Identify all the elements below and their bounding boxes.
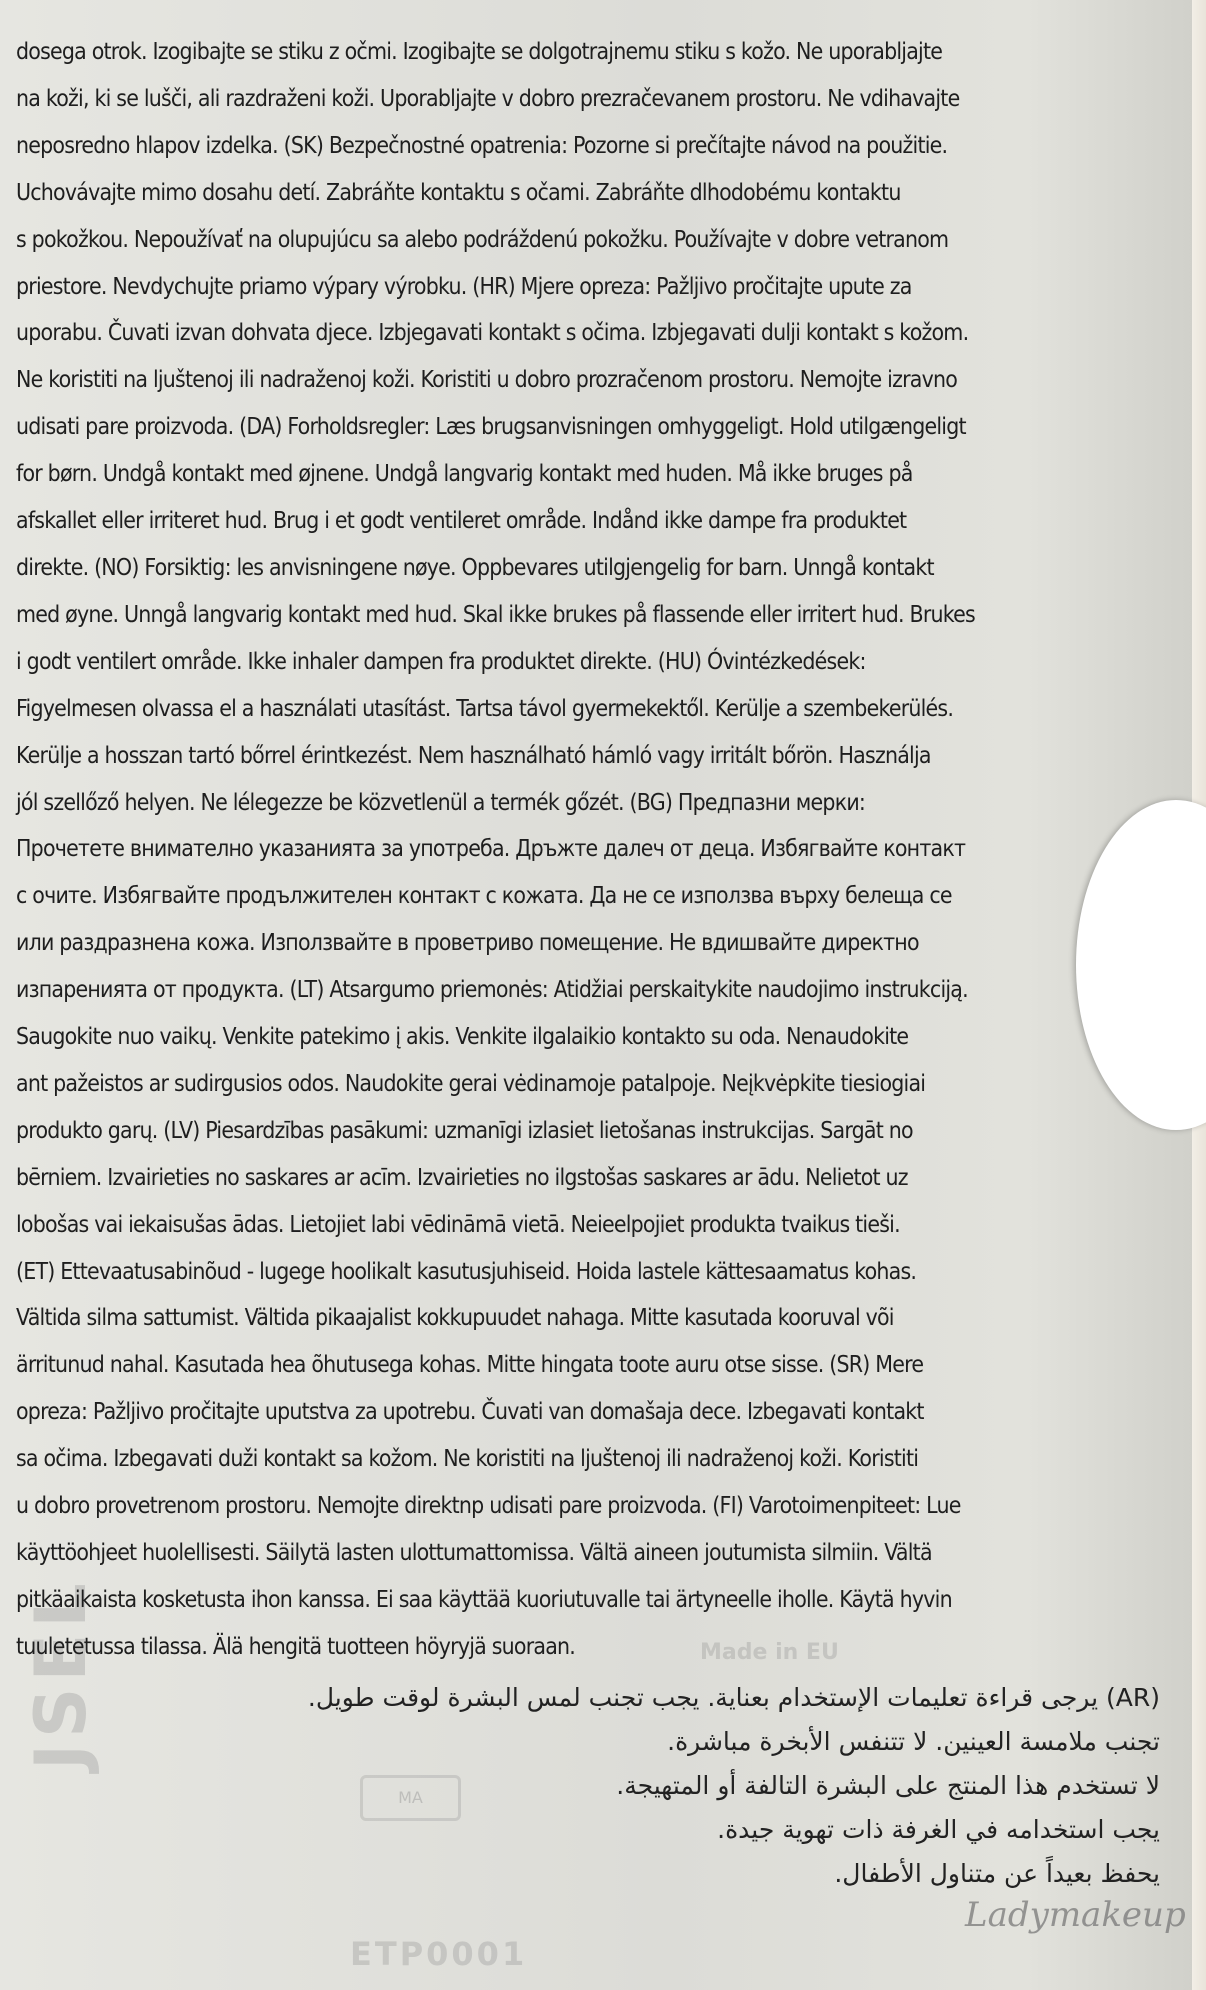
text-line: sa očima. Izbegavati duži kontakt sa kožom. Ne koristiti na ljuštenoj ili nadraženoj koži. Koristiti	[16, 1444, 919, 1473]
text-line: direkte. (NO) Forsiktig: les anvisningene nøye. Oppbevares utilgjengelig for barn. Unngå kontakt	[16, 552, 934, 581]
text-line: neposredno hlapov izdelka. (SK) Bezpečnostné opatrenia: Pozorne si prečítajte návod na použitie.	[16, 130, 948, 159]
ghost-lot-text: JSEL	[20, 1577, 102, 1770]
text-line: Ne koristiti na ljuštenoj ili nadraženoj koži. Koristiti u dobro prozračenom prostoru. Nemojte izravno	[16, 365, 958, 394]
text-line: s pokožkou. Nepoužívať na olupujúcu sa alebo podráždenú pokožku. Používajte v dobre vetranom	[16, 224, 949, 253]
text-line: udisati pare proizvoda. (DA) Forholdsregler: Læs brugsanvisningen omhyggeligt. Hold utilgængeligt	[16, 412, 966, 441]
arabic-line: (AR) يرجى قراءة تعليمات الإستخدام بعناية. يجب تجنب لمس البشرة لوقت طويل.	[307, 1683, 1160, 1712]
text-line: med øyne. Unngå langvarig kontakt med hud. Skal ikke brukes på flassende eller irritert hud. Brukes	[16, 599, 975, 628]
text-line: na koži, ki se lušči, ali razdraženi koži. Uporabljajte v dobro prezračevanem prostoru. Ne vdihavajte	[16, 83, 960, 112]
text-line: for børn. Undgå kontakt med øjnene. Undgå langvarig kontakt med huden. Må ikke bruges på	[16, 459, 913, 488]
text-line: u dobro provetrenom prostoru. Nemojte direktnp udisati pare proizvoda. (FI) Varotoimenpiteet: Lue	[16, 1491, 961, 1520]
hang-hole-notch	[1076, 800, 1206, 1130]
text-line: pitkäaikaista kosketusta ihon kanssa. Ei saa käyttää kuoriutuvalle tai ärtyneelle iholle. Käytä hyvin	[16, 1584, 952, 1613]
text-line: Vältida silma sattumist. Vältida pikaajalist kokkupuudet nahaga. Mitte kasutada kooruval või	[16, 1303, 894, 1332]
text-line: opreza: Pažljivo pročitajte uputstva za upotrebu. Čuvati van domašaja dece. Izbegavati kontakt	[16, 1397, 924, 1426]
text-line: afskallet eller irriteret hud. Brug i et godt ventileret område. Indånd ikke dampe fra produktet	[16, 506, 907, 535]
text-line: или раздразнена кожа. Използвайте в проветриво помещение. Не вдишвайте директно	[16, 928, 919, 957]
text-line: bērniem. Izvairieties no saskares ar acīm. Izvairieties no ilgstošas saskares ar ādu. Nelietot uz	[16, 1162, 908, 1191]
text-line: Saugokite nuo vaikų. Venkite patekimo į akis. Venkite ilgalaikio kontakto su oda. Nenaudokite	[16, 1022, 909, 1051]
text-line: ant pažeistos ar sudirgusios odos. Naudokite gerai vėdinamoje patalpoje. Neįkvėpkite tiesiogiai	[16, 1068, 926, 1097]
text-line: uporabu. Čuvati izvan dohvata djece. Izbjegavati kontakt s očima. Izbjegavati dulji kontakt s kožom.	[16, 318, 969, 347]
warning-text-block	[16, 28, 1028, 1670]
text-line: tuuletetussa tilassa. Älä hengitä tuotteen höyryjä suoraan.	[16, 1631, 576, 1660]
text-line: с очите. Избягвайте продължителен контакт с кожата. Да не се използва върху белеща се	[16, 881, 952, 910]
text-line: изпаренията от продукта. (LT) Atsargumo priemonės: Atidžiai perskaitykite naudojimo instrukciją.	[16, 975, 968, 1004]
text-line: Figyelmesen olvassa el a használati utasítást. Tartsa távol gyermekektől. Kerülje a szembekerülés.	[16, 693, 954, 722]
text-line: produkto garų. (LV) Piesardzības pasākumi: uzmanīgi izlasiet lietošanas instrukcijas. Sargāt no	[16, 1115, 913, 1144]
ghost-made-in-text: Made in EU	[700, 1640, 839, 1665]
text-line: käyttöohjeet huolellisesti. Säilytä lasten ulottumattomissa. Vältä aineen joutumista silmiin. Vältä	[16, 1538, 932, 1566]
text-line: Uchovávajte mimo dosahu detí. Zabráňte kontaktu s očami. Zabráňte dlhodobému kontaktu	[16, 177, 901, 206]
arabic-warning-block	[160, 1676, 1160, 1896]
text-line: ärritunud nahal. Kasutada hea õhutusega kohas. Mitte hingata toote auru otse sisse. (SR) Mere	[16, 1350, 924, 1379]
ghost-symbol-box: MA	[360, 1775, 461, 1821]
arabic-line: يحفظ بعيداً عن متناول الأطفال.	[834, 1859, 1160, 1888]
text-line: dosega otrok. Izogibajte se stiku z očmi. Izogibajte se dolgotrajnemu stiku s kožo. Ne uporabljajte	[16, 37, 943, 65]
text-line: lobošas vai iekaisušas ādas. Lietojiet labi vēdināmā vietā. Neieelpojiet produkta tvaikus tieši.	[16, 1209, 900, 1238]
text-line: Kerülje a hosszan tartó bőrrel érintkezést. Nem használható hámló vagy irritált bőrön. Használja	[16, 740, 931, 769]
ghost-code-text: ETP0001	[350, 1935, 528, 1973]
arabic-line: يجب استخدامه في الغرفة ذات تهوية جيدة.	[717, 1815, 1160, 1844]
text-line: (ET) Ettevaatusabinõud - lugege hoolikalt kasutusjuhiseid. Hoida lastele kättesaamatus kohas.	[16, 1256, 917, 1285]
arabic-line: لا تستخدم هذا المنتج على البشرة التالفة أو المتهيجة.	[616, 1771, 1160, 1800]
arabic-line: تجنب ملامسة العينين. لا تتنفس الأبخرة مباشرة.	[667, 1727, 1160, 1756]
ladymakeup-watermark: Ladymakeup	[965, 1895, 1186, 1935]
text-line: Прочетете внимателно указанията за употреба. Дръжте далеч от деца. Избягвайте контакт	[16, 834, 966, 863]
text-line: i godt ventilert område. Ikke inhaler dampen fra produktet direkte. (HU) Óvintézkedések:	[16, 646, 866, 675]
text-line: priestore. Nevdychujte priamo výpary výrobku. (HR) Mjere opreza: Pažljivo pročitajte upute za	[16, 271, 912, 300]
text-line: jól szellőző helyen. Ne lélegezze be közvetlenül a termék gőzét. (BG) Предпазни мерки:	[16, 787, 866, 816]
